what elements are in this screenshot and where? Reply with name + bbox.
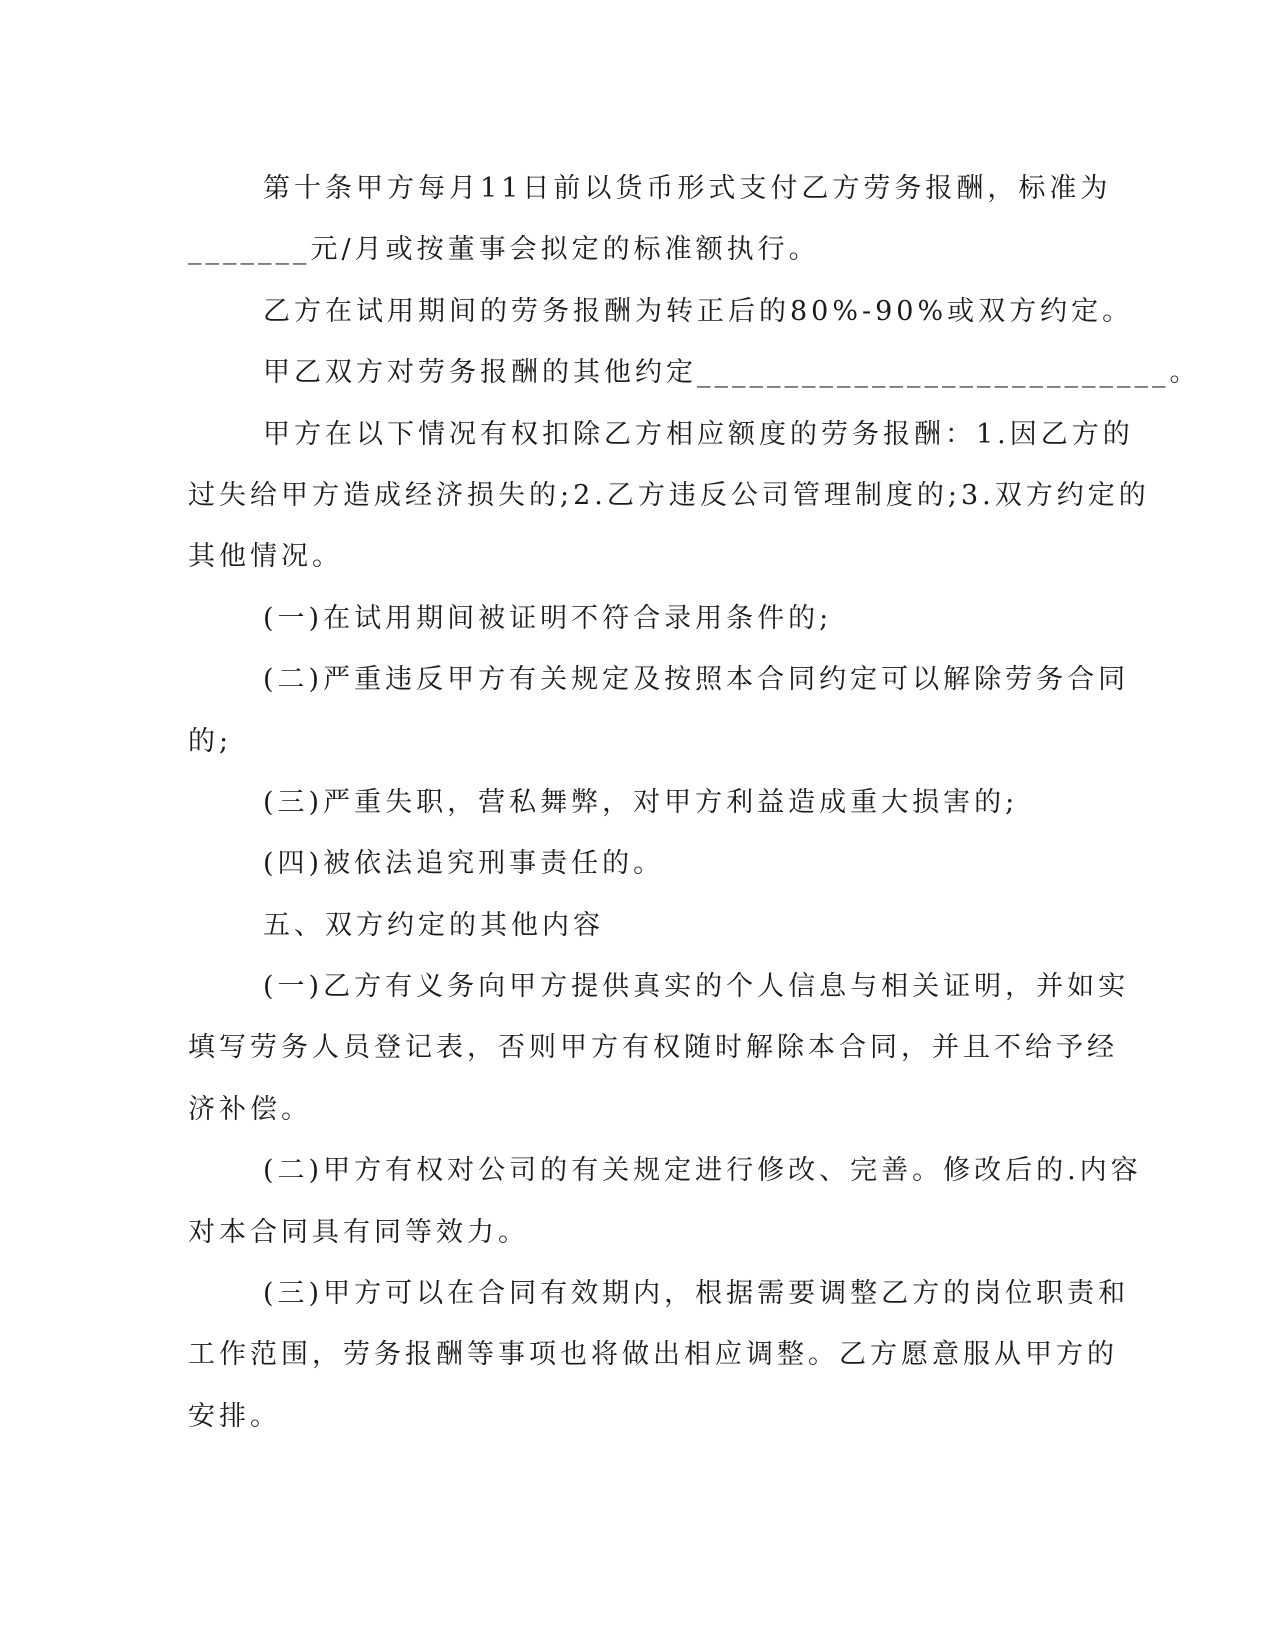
text-line-6: 过失给甲方造成经济损失的;2.乙方违反公司管理制度的;3.双方约定的 [188,479,1150,511]
text-line-9: (二)严重违反甲方有关规定及按照本合同约定可以解除劳务合同 [263,664,1130,696]
text-line-17: (二)甲方有权对公司的有关规定进行修改、完善。修改后的.内容 [263,1155,1142,1187]
text-line-2: _______元/月或按董事会拟定的标准额执行。 [188,234,820,266]
text-line-8: (一)在试用期间被证明不符合录用条件的; [263,602,833,634]
text-line-12: (四)被依法追究刑事责任的。 [263,848,665,880]
text-line-5: 甲方在以下情况有权扣除乙方相应额度的劳务报酬：1.因乙方的 [263,418,1134,450]
section-heading-5: 五、双方约定的其他内容 [263,909,604,941]
document-body [188,158,1201,1447]
text-line-4: 甲乙双方对劳务报酬的其他约定___________________________。 [263,357,1201,389]
text-line-16: 济补偿。 [188,1093,312,1125]
text-line-1: 第十条甲方每月11日前以货币形式支付乙方劳务报酬，标准为 [263,173,1112,204]
text-line-15: 填写劳务人员登记表，否则甲方有权随时解除本合同，并且不给予经 [188,1032,1118,1064]
text-line-19: (三)甲方可以在合同有效期内，根据需要调整乙方的岗位职责和 [263,1278,1130,1310]
text-line-11: (三)严重失职，营私舞弊，对甲方利益造成重大损害的; [263,786,1019,818]
text-line-14: (一)乙方有义务向甲方提供真实的个人信息与相关证明，并如实 [263,971,1130,1003]
text-line-21: 安排。 [188,1400,281,1432]
text-line-18: 对本合同具有同等效力。 [188,1216,529,1248]
text-line-10: 的; [188,725,233,757]
text-line-20: 工作范围，劳务报酬等事项也将做出相应调整。乙方愿意服从甲方的 [188,1339,1118,1371]
text-line-3: 乙方在试用期间的劳务报酬为转正后的80%-90%或双方约定。 [263,295,1134,327]
text-line-7: 其他情况。 [188,541,343,573]
